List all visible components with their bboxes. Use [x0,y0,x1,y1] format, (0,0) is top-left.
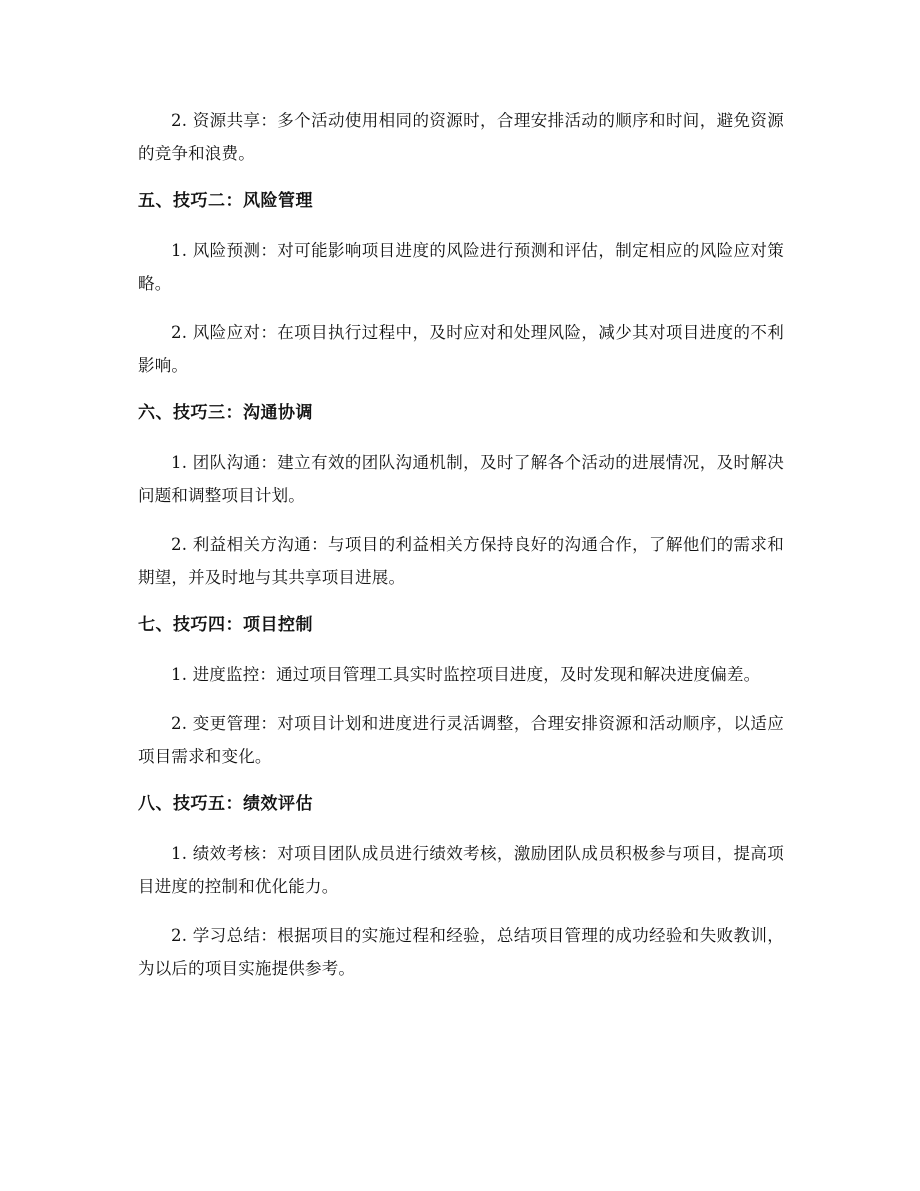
paragraph-learning-summary: 2. 学习总结：根据项目的实施过程和经验，总结项目管理的成功经验和失败教训，为以后的项目实施提供参考。 [138,926,784,978]
paragraph-change-management: 2. 变更管理：对项目计划和进度进行灵活调整，合理安排资源和活动顺序，以适应项目需求和变化。 [138,714,784,766]
paragraph-risk-response: 2. 风险应对：在项目执行过程中，及时应对和处理风险，减少其对项目进度的不利影响。 [138,323,784,375]
section-heading-communication: 六、技巧三：沟通协调 [138,403,313,423]
paragraph-team-communication: 1. 团队沟通：建立有效的团队沟通机制，及时了解各个活动的进展情况，及时解决问题和调整项目计划。 [138,453,784,505]
paragraph-stakeholder-communication: 2. 利益相关方沟通：与项目的利益相关方保持良好的沟通合作，了解他们的需求和期望，并及时地与其共享项目进展。 [138,535,784,587]
section-heading-performance-evaluation: 八、技巧五：绩效评估 [138,794,313,814]
paragraph-resource-sharing: 2. 资源共享：多个活动使用相同的资源时，合理安排活动的顺序和时间，避免资源的竞争和浪费。 [138,111,784,163]
paragraph-performance-review: 1. 绩效考核：对项目团队成员进行绩效考核，激励团队成员积极参与项目，提高项目进度的控制和优化能力。 [138,844,784,896]
section-heading-project-control: 七、技巧四：项目控制 [138,615,313,635]
paragraph-risk-prediction: 1. 风险预测：对可能影响项目进度的风险进行预测和评估，制定相应的风险应对策略。 [138,241,784,293]
section-heading-risk-management: 五、技巧二：风险管理 [138,191,313,211]
document-body [138,104,784,1001]
paragraph-progress-monitoring: 1. 进度监控：通过项目管理工具实时监控项目进度，及时发现和解决进度偏差。 [171,665,761,684]
